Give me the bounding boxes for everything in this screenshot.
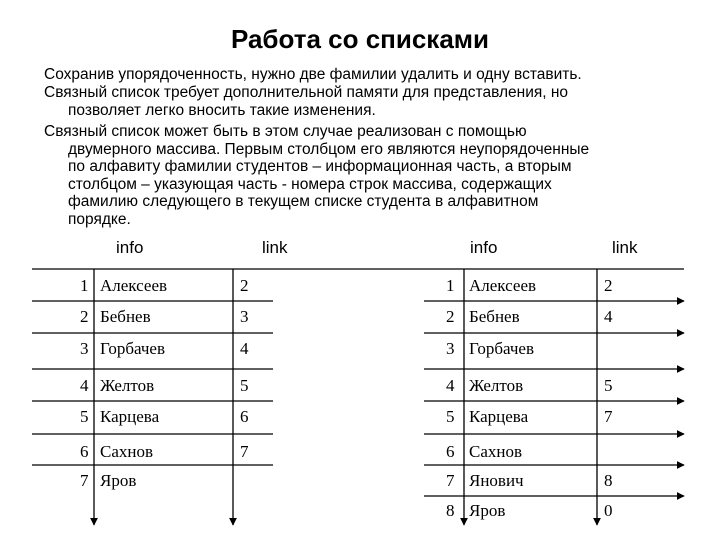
left-row-1-num: 1 — [80, 276, 89, 295]
paragraph-3-line-5: фамилию следующего в текущем списке студента в алфавитном — [68, 193, 539, 210]
left-row-3-num: 3 — [80, 339, 89, 358]
right-row-6-name: Сахнов — [469, 442, 523, 461]
right-row-4-name: Желтов — [469, 376, 524, 395]
left-info-header: info — [116, 238, 144, 257]
left-row-7-num: 7 — [80, 471, 89, 490]
paragraph-3-line-1: Связный список может быть в этом случае реализован с помощью — [44, 123, 527, 140]
left-row-2-num: 2 — [80, 307, 89, 326]
paragraph-2-line-2: позволяет легко вносить такие изменения. — [68, 101, 376, 119]
slide-title: Работа со списками — [230, 24, 490, 54]
right-row-8-name: Яров — [469, 501, 506, 520]
left-row-2-link: 3 — [240, 307, 249, 326]
right-row-8-link: 0 — [604, 501, 613, 520]
left-row-1-link: 2 — [240, 276, 249, 295]
left-row-4-link: 5 — [240, 376, 249, 395]
left-row-5-num: 5 — [80, 407, 89, 426]
left-row-3-name: Горбачев — [100, 339, 165, 358]
right-row-7-link: 8 — [604, 471, 613, 490]
right-row-7-num: 7 — [446, 471, 455, 490]
right-row-4-num: 4 — [446, 376, 455, 395]
paragraph-3-line-6: порядке. — [68, 210, 131, 228]
left-row-1-name: Алексеев — [100, 276, 168, 295]
right-row-3-name: Горбачев — [469, 339, 534, 358]
right-row-5-link: 7 — [604, 407, 613, 426]
right-row-7-name: Янович — [469, 471, 524, 490]
left-row-6-num: 6 — [80, 442, 89, 461]
left-row-2-name: Бебнев — [100, 307, 151, 326]
left-row-3-link: 4 — [240, 339, 249, 358]
right-link-header: link — [612, 238, 638, 257]
right-row-2-num: 2 — [446, 307, 455, 326]
left-row-6-name: Сахнов — [100, 442, 154, 461]
paragraph-3-line-2: двумерного массива. Первым столбцом его являются неупорядоченные — [68, 140, 590, 158]
left-row-5-link: 6 — [240, 407, 249, 426]
right-row-5-num: 5 — [446, 407, 455, 426]
left-link-header: link — [262, 238, 288, 257]
paragraph-2-line-1: Связный список требует дополнительной памяти для представления, но — [44, 84, 569, 101]
right-row-8-num: 8 — [446, 501, 455, 520]
right-row-2-link: 4 — [604, 307, 613, 326]
right-row-4-link: 5 — [604, 376, 613, 395]
left-row-6-link: 7 — [240, 442, 249, 461]
right-row-3-num: 3 — [446, 339, 455, 358]
left-row-5-name: Карцева — [100, 407, 160, 426]
right-row-1-name: Алексеев — [469, 276, 537, 295]
paragraph-3-line-3: по алфавиту фамилии студентов – информационная часть, а вторым — [68, 158, 572, 175]
left-row-4-name: Желтов — [100, 376, 155, 395]
right-row-5-name: Карцева — [469, 407, 529, 426]
paragraph-1-line: Сохранив упорядоченность, нужно две фамилии удалить и одну вставить. — [44, 66, 582, 83]
right-row-1-num: 1 — [446, 276, 455, 295]
right-row-6-num: 6 — [446, 442, 455, 461]
right-row-1-link: 2 — [604, 276, 613, 295]
left-row-7-name: Яров — [100, 471, 137, 490]
right-info-header: info — [470, 238, 498, 257]
paragraph-3-line-4: столбцом – указующая часть - номера строк массива, содержащих — [68, 175, 552, 193]
right-row-2-name: Бебнев — [469, 307, 520, 326]
left-row-4-num: 4 — [80, 376, 89, 395]
